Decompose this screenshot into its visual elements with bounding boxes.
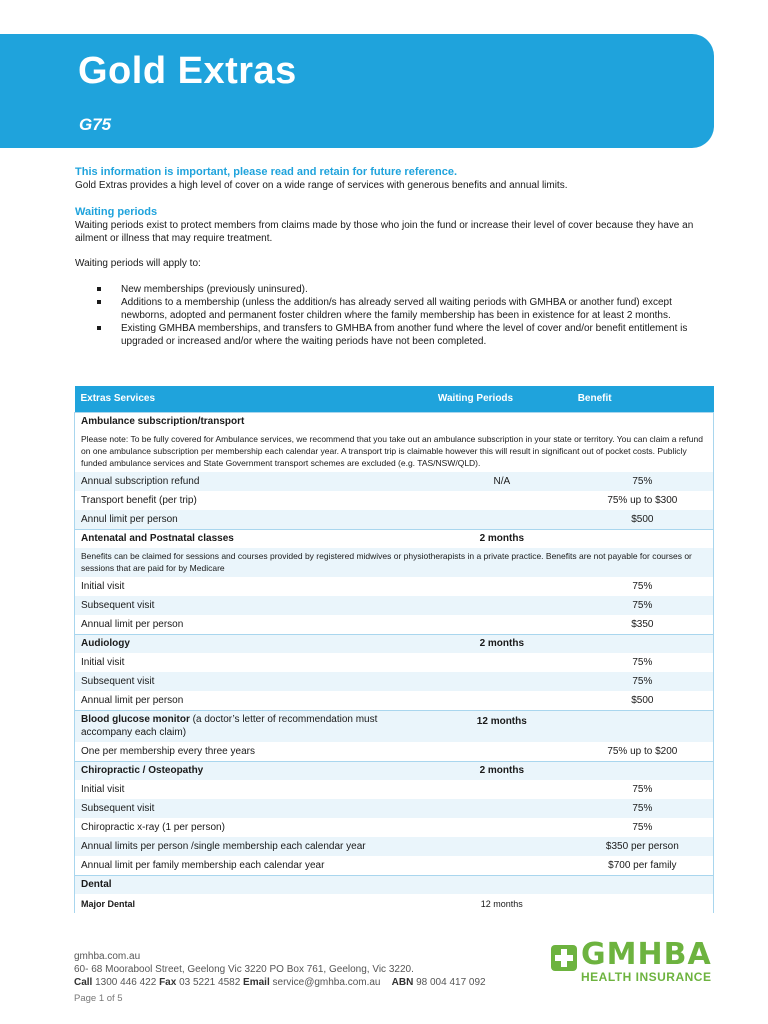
section-audiology: Audiology 2 months: [75, 634, 714, 653]
glucose-title: Blood glucose monitor: [81, 714, 190, 726]
section-antenatal: Antenatal and Postnatal classes 2 months: [75, 529, 714, 548]
table-header: [75, 386, 714, 412]
medical-cross-icon: [551, 945, 577, 971]
ambulance-note: Please note: To be fully covered for Ambulance services, we recommend that you take out an ambulance subscription in your state or territory. You can claim a refund on one ambulance subscription per membership each calendar year. A transport trip is claimable however this will result in significant out of pocket costs. Publicly funded ambulance services and State Government transport schemes are excluded (e.g. TAS/NSW/QLD).: [75, 431, 714, 472]
extras-table: [74, 386, 714, 913]
table-row: Subsequent visit 75%: [75, 672, 714, 691]
table-row: Annual limit per person $350: [75, 615, 714, 634]
table-row: Chiropractic x-ray (1 per person) 75%: [75, 818, 714, 837]
waiting-heading: Waiting periods: [75, 206, 158, 218]
table-row: Initial visit 75%: [75, 653, 714, 672]
glucose-title-note: (a doctor’s letter of recommendation must accompany each claim): [81, 714, 378, 739]
table-row: Subsequent visit 75%: [75, 596, 714, 615]
footer-address: 60- 68 Moorabool Street, Geelong Vic 3220 PO Box 761, Geelong, Vic 3220.: [74, 964, 414, 975]
table-row: Transport benefit (per trip) 75% up to $300: [75, 491, 714, 510]
table-row: Major Dental 12 months: [75, 894, 714, 913]
table-row: One per membership every three years 75% up to $200: [75, 742, 714, 761]
product-code: G75: [79, 115, 112, 134]
important-notice: This information is important, please read and retain for future reference.: [75, 166, 458, 178]
list-item: New memberships (previously uninsured).: [97, 283, 715, 296]
page-title: Gold Extras: [78, 50, 297, 92]
gmhba-logo: [551, 937, 721, 985]
page-number: Page 1 of 5: [74, 993, 123, 1004]
table-row: Initial visit 75%: [75, 780, 714, 799]
table-row: Annual limits per person /single membership each calendar year $350 per person: [75, 837, 714, 856]
table-row: Annual subscription refund N/A 75%: [75, 472, 714, 491]
waiting-apply: Waiting periods will apply to:: [75, 258, 201, 269]
section-glucose: Blood glucose monitor (a doctor’s letter of recommendation must accompany each claim) 12 months: [75, 710, 714, 742]
table-row: Annual limit per family membership each calendar year $700 per family: [75, 856, 714, 875]
section-dental: Dental: [75, 875, 714, 894]
section-chiro: Chiropractic / Osteopathy 2 months: [75, 761, 714, 780]
footer-contacts: Call 1300 446 422 Fax 03 5221 4582 Email service@gmhba.com.au ABN 98 004 417 092: [74, 977, 486, 988]
col-waiting: Waiting Periods: [432, 386, 572, 412]
table-row: Annul limit per person $500: [75, 510, 714, 529]
col-benefit: Benefit: [572, 386, 714, 412]
table-row: Subsequent visit 75%: [75, 799, 714, 818]
col-services: Extras Services: [75, 386, 432, 412]
table-row: Initial visit 75%: [75, 577, 714, 596]
waiting-text: Waiting periods exist to protect members from claims made by those who join the fund or increase their level of cover because they have an ailment or illness that may require treatment.: [75, 220, 694, 244]
intro-text: Gold Extras provides a high level of cover on a wide range of services with generous benefits and annual limits.: [75, 180, 568, 191]
list-item: Additions to a membership (unless the addition/s has already served all waiting periods with GMHBA or another fund) except newborns, adopted and permanent foster children where the family membership has been in existence for at least 2 months.: [97, 296, 715, 322]
footer-site: gmhba.com.au: [74, 951, 141, 962]
section-ambulance: Ambulance subscription/transport: [75, 412, 714, 431]
logo-subtitle: HEALTH INSURANCE: [581, 970, 712, 984]
footer-contact: [74, 950, 486, 989]
intro-section: [75, 166, 715, 348]
list-item: Existing GMHBA memberships, and transfers to GMHBA from another fund where the level of cover and/or benefit entitlement is upgraded or increased and/or where the waiting periods have not been completed.: [97, 322, 715, 348]
antenatal-note: Benefits can be claimed for sessions and courses provided by registered midwives or physiotherapists in a private practice. Benefits are not payable for courses or sessions that are paid for by Medicare: [75, 548, 714, 577]
table-row: Annual limit per person $500: [75, 691, 714, 710]
logo-wordmark: GMHBA: [581, 937, 712, 972]
waiting-bullets: [97, 283, 715, 348]
